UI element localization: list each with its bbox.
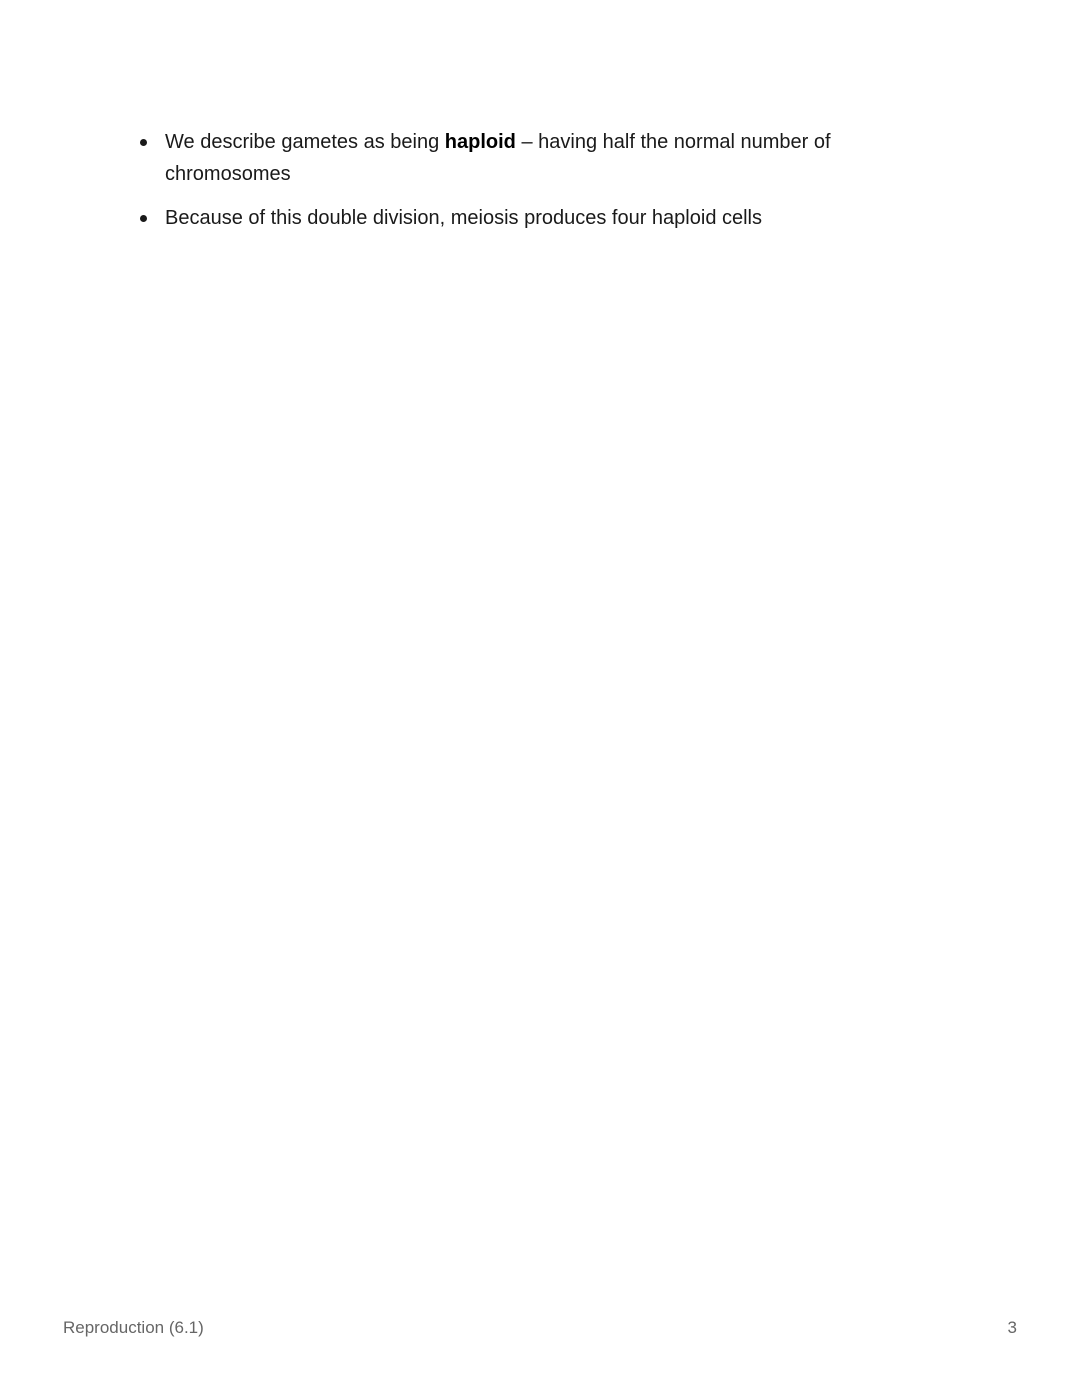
page-number: 3 (1007, 1318, 1017, 1337)
bullet-icon (140, 139, 147, 146)
bullet-text-post: – having half the normal number of chromosomes (165, 131, 831, 185)
bold-term: haploid (444, 131, 516, 153)
bullet-icon (140, 215, 147, 222)
bullet-text-pre: We describe gametes as being (165, 131, 445, 153)
list-item (140, 126, 900, 190)
footer-section-title: Reproduction (6.1) (63, 1318, 204, 1337)
bullet-list (140, 126, 900, 246)
bullet-text: Because of this double division, meiosis produces four haploid cells (165, 207, 763, 229)
list-item (140, 202, 900, 234)
